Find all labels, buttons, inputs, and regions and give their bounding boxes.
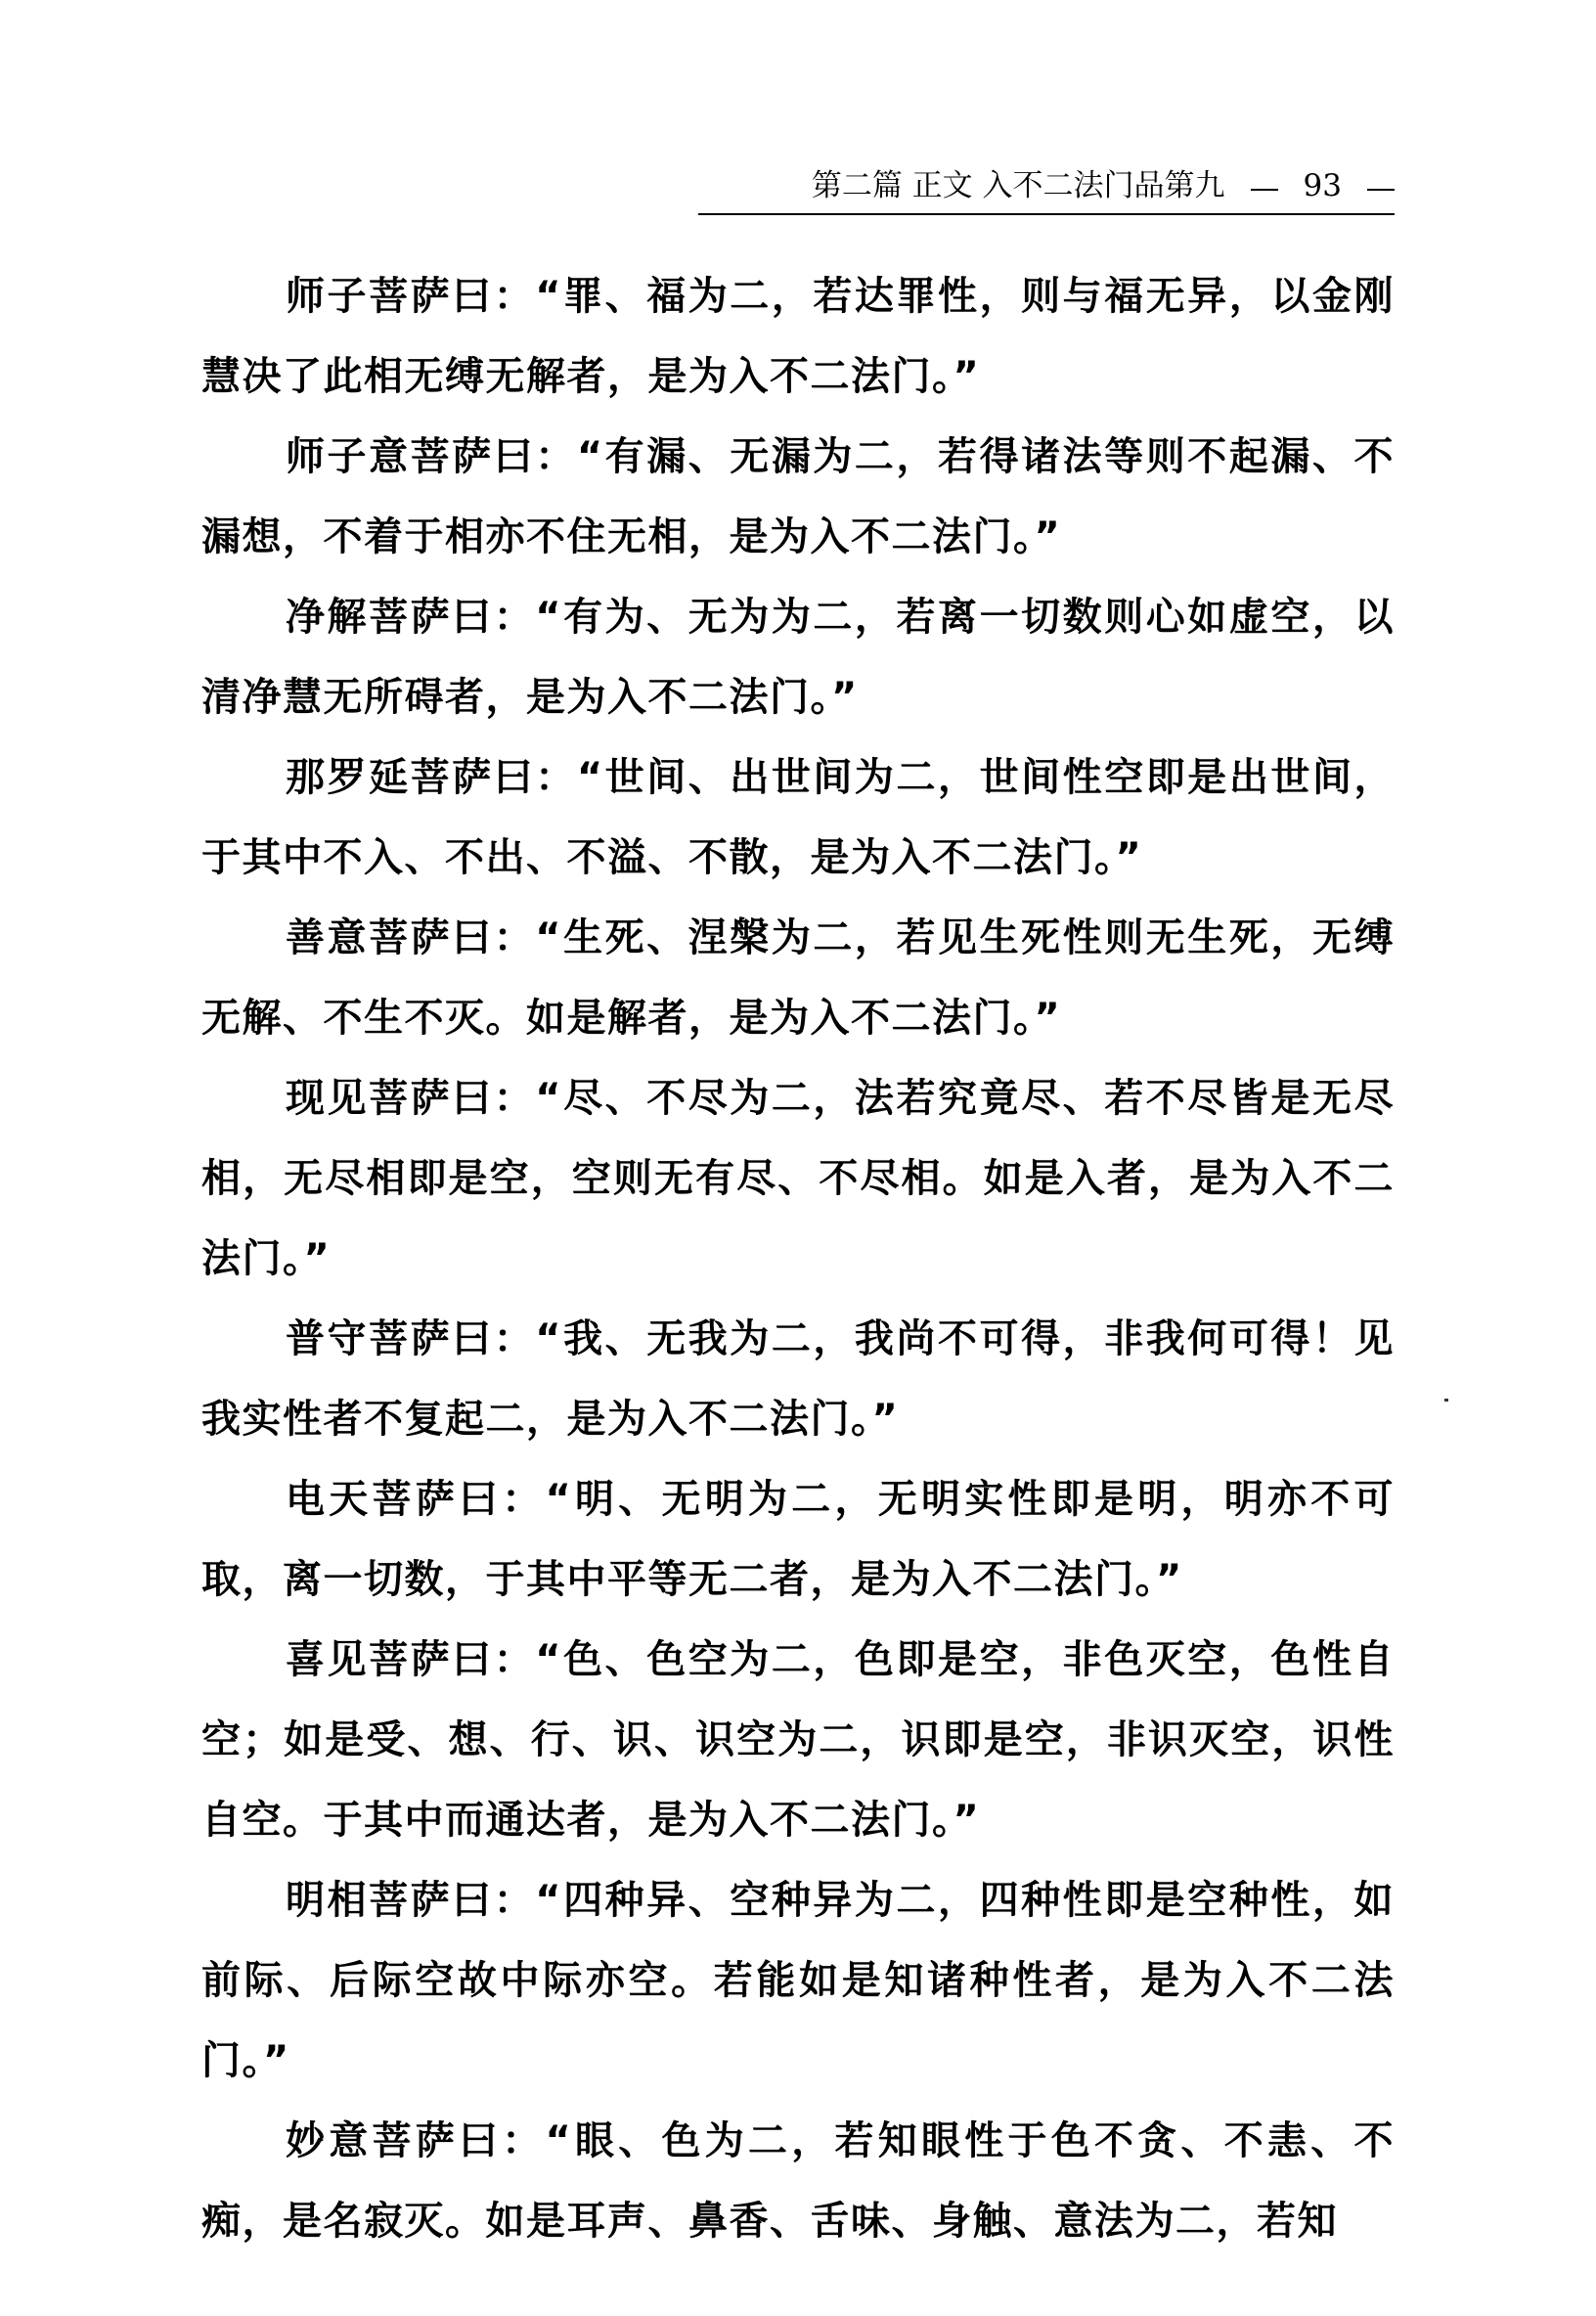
paragraph-xijian: 喜见菩萨曰：“色、色空为二，色即是空，非色灭空，色性自空；如是受、想、行、识、识空为二，识即是空，非识灭空，识性自空。于其中而通达者，是为入不二法门。”: [201, 1637, 1395, 1843]
page-number: 93: [1303, 168, 1342, 203]
scan-speck: [1444, 1399, 1448, 1402]
paragraph-mingxiang: 明相菩萨曰：“四种异、空种异为二，四种性即是空种性，如前际、后际空故中际亦空。若能如是知诸种性者，是为入不二法门。”: [201, 1878, 1395, 2083]
paragraph-miaoyi: 妙意菩萨曰：“眼、色为二，若知眼性于色不贪、不恚、不痴，是名寂灭。如是耳声、鼻香、舌味、身触、意法为二，若知: [201, 2118, 1395, 2244]
paragraph-shanyi: 善意菩萨曰：“生死、涅槃为二，若见生死性则无生死，无缚无解、不生不灭。如是解者，是为入不二法门。”: [201, 915, 1395, 1041]
paragraph-shiziyi: 师子意菩萨曰：“有漏、无漏为二，若得诸法等则不起漏、不漏想，不着于相亦不住无相，是为入不二法门。”: [201, 434, 1395, 559]
paragraph-naluoyan: 那罗延菩萨曰：“世间、出世间为二，世间性空即是出世间，于其中不入、不出、不溢、不散，是为入不二法门。”: [201, 755, 1395, 880]
paragraph-xianjian: 现见菩萨曰：“尽、不尽为二，法若究竟尽、若不尽皆是无尽相，无尽相即是空，空则无有尽、不尽相。如是入者，是为入不二法门。”: [201, 1076, 1395, 1281]
chapter-title: 第二篇 正文 入不二法门品第九: [811, 168, 1225, 203]
body-text: [201, 256, 1395, 2261]
header-dash-left: [1251, 189, 1278, 191]
paragraph-jingjie: 净解菩萨曰：“有为、无为为二，若离一切数则心如虚空，以清净慧无所碍者，是为入不二法门。”: [201, 595, 1395, 720]
paragraph-pushou: 普守菩萨曰：“我、无我为二，我尚不可得，非我何可得！见我实性者不复起二，是为入不二法门。”: [201, 1316, 1395, 1442]
paragraph-diantian: 电天菩萨曰：“明、无明为二，无明实性即是明，明亦不可取，离一切数，于其中平等无二者，是为入不二法门。”: [201, 1477, 1395, 1602]
running-header: [698, 168, 1395, 215]
paragraph-shizi: 师子菩萨曰：“罪、福为二，若达罪性，则与福无异，以金刚慧决了此相无缚无解者，是为入不二法门。”: [201, 274, 1395, 399]
header-dash-right: [1367, 189, 1395, 191]
